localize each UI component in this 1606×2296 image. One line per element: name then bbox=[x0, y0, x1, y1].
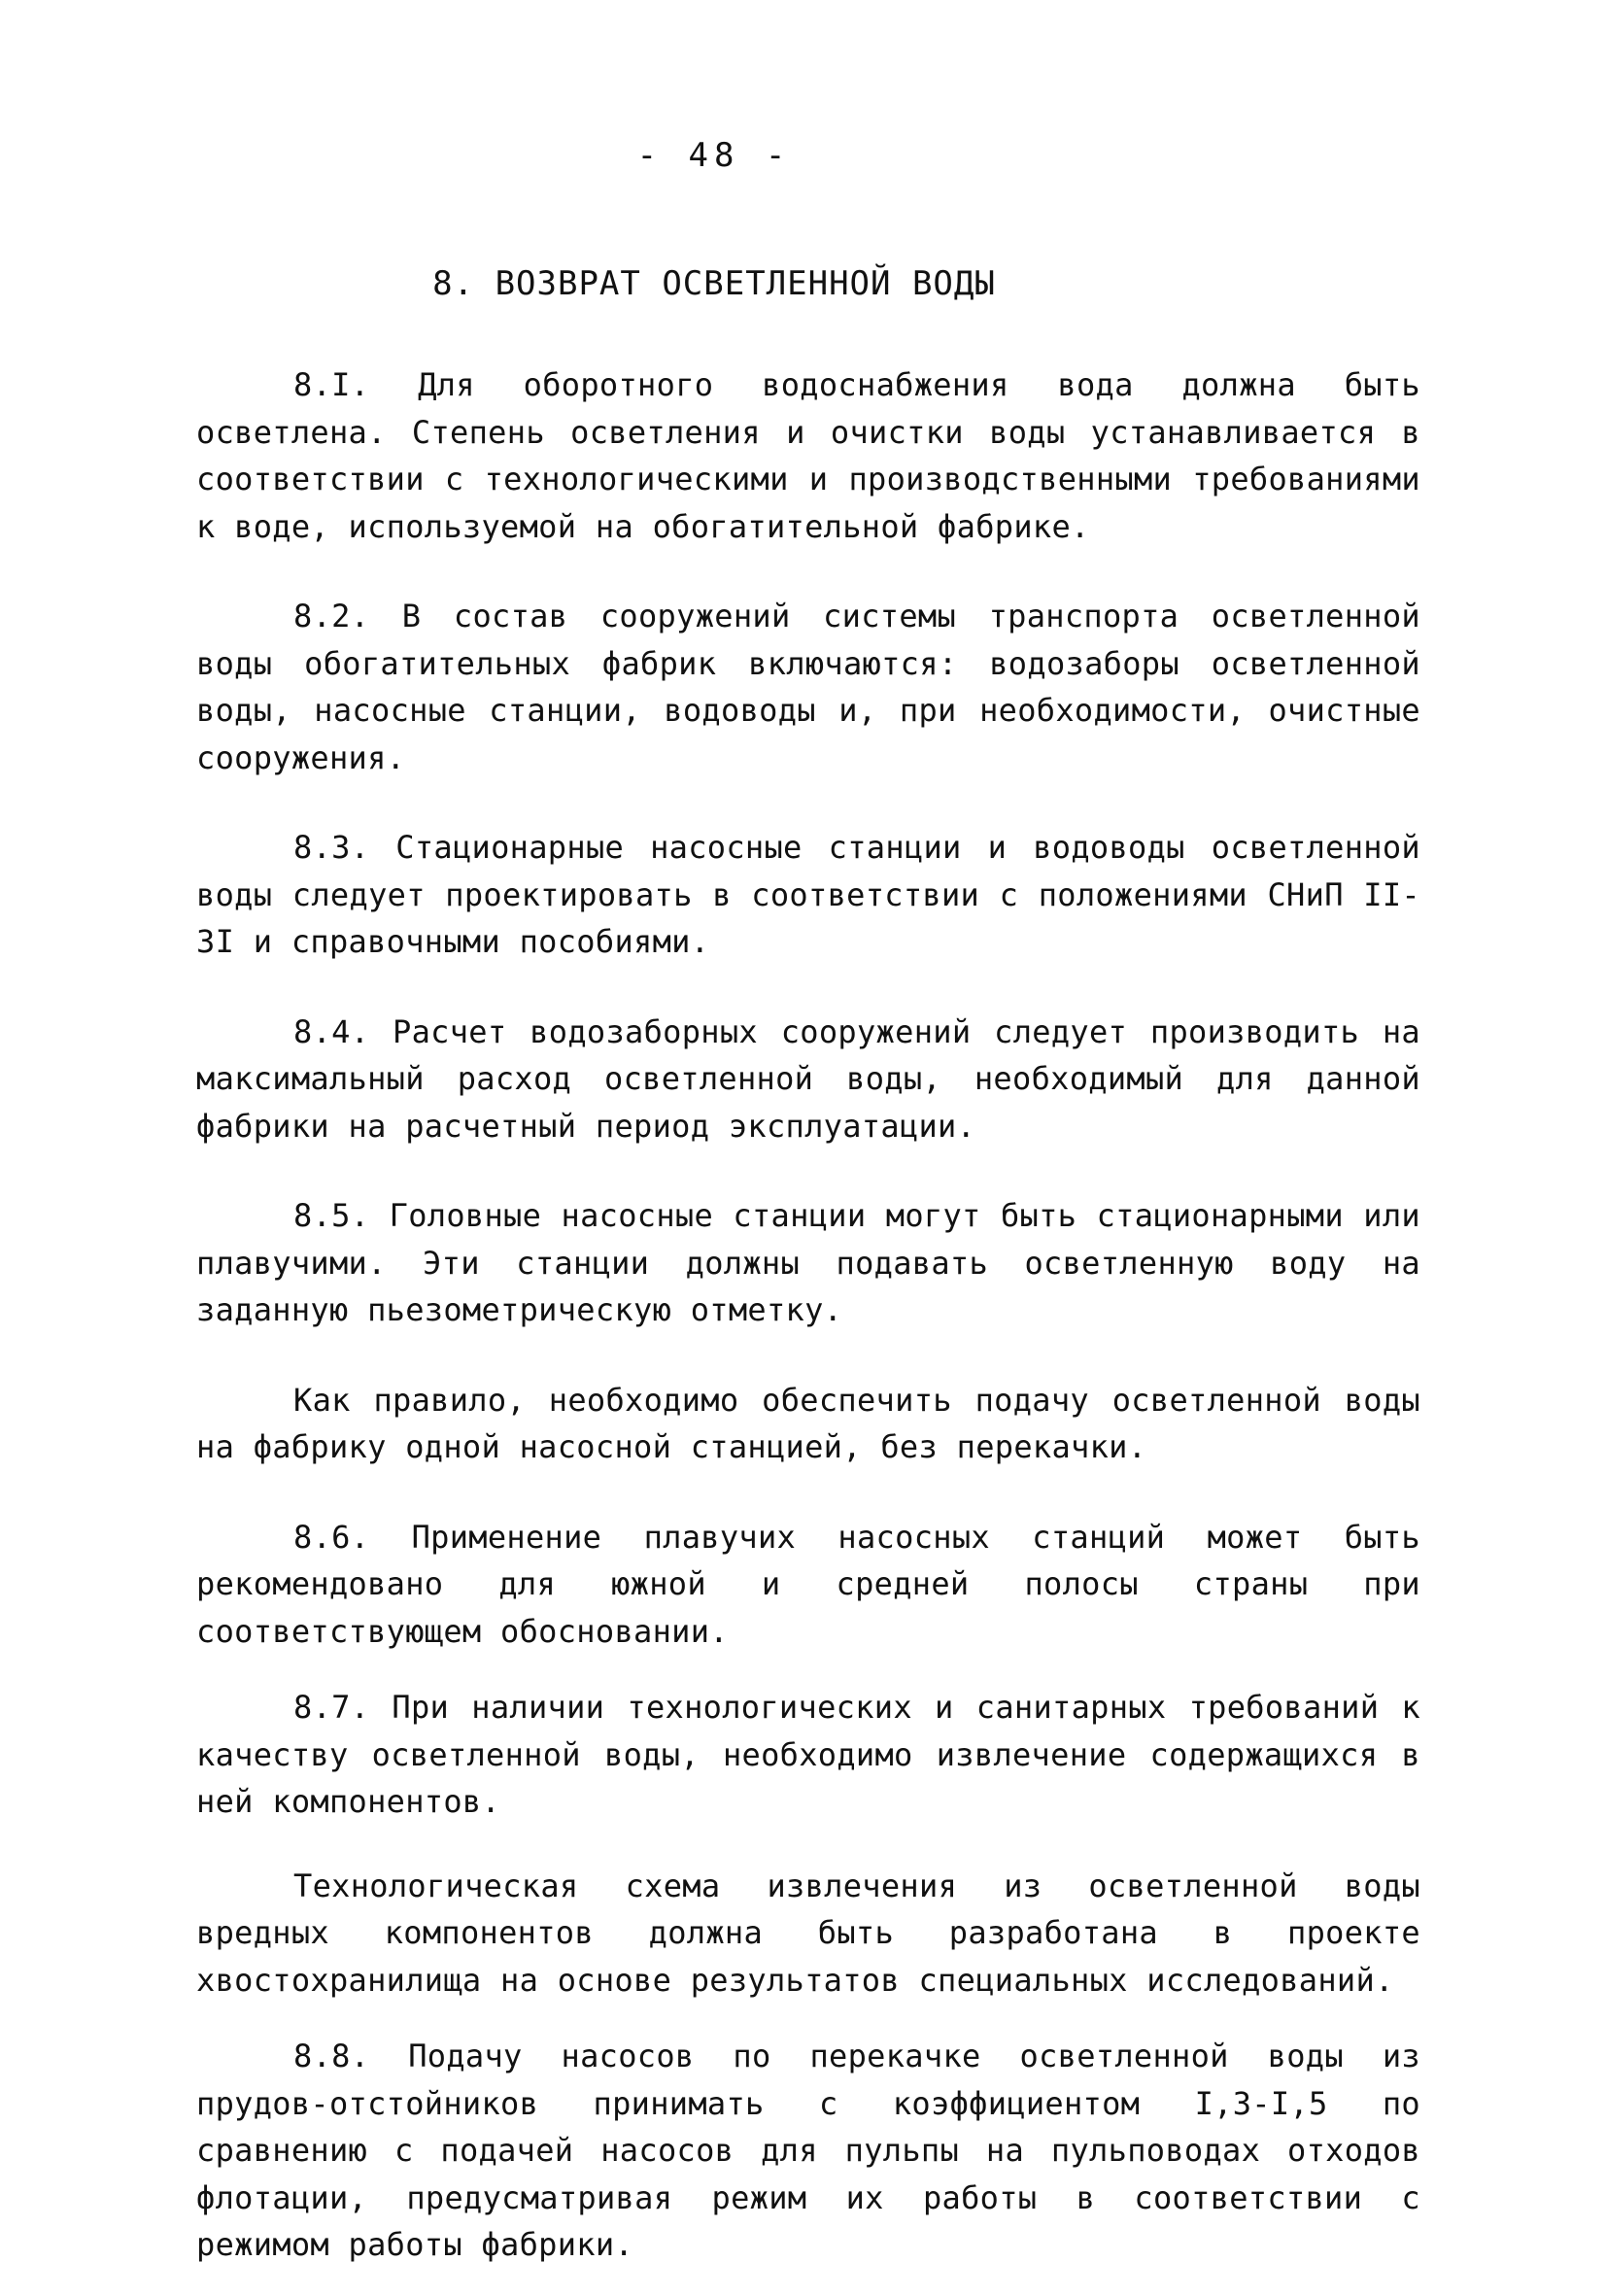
section-title: 8. ВОЗВРАТ ОСВЕТЛЕННОЙ ВОДЫ bbox=[432, 264, 996, 303]
paragraph-8-5: 8.5. Головные насосные станции могут быть стационарными или плавучими. Эти станции должны подавать осветленную воду на заданную пьезометрическую отметку. bbox=[196, 1197, 1420, 1328]
paragraph-8-3: 8.3. Стационарные насосные станции и водоводы осветленной воды следует проектировать в соответствии с положениями СНиП II-3I и справочными пособиями. bbox=[196, 829, 1420, 960]
paragraph-8-1: 8.I. Для оборотного водоснабжения вода должна быть осветлена. Степень осветления и очистки воды устанавливается в соответствии с технологическими и производственными требованиями к воде, используемой на обогатительной фабрике. bbox=[196, 366, 1420, 545]
paragraph-8-4: 8.4. Расчет водозаборных сооружений следует производить на максимальный расход осветленной воды, необходимый для данной фабрики на расчетный период эксплуатации. bbox=[196, 1012, 1420, 1145]
paragraph-8-2: 8.2. В состав сооружений системы транспорта осветленной воды обогатительных фабрик включаются: водозаборы осветленной воды, насосные станции, водоводы и, при необходимости, очистные сооружения. bbox=[196, 598, 1420, 776]
paragraph-8-7: 8.7. При наличии технологических и санитарных требований к качеству осветленной воды, необходимо извлечение содержащихся в ней компонентов. bbox=[196, 1689, 1420, 1820]
paragraph-8-6: 8.6. Применение плавучих насосных станций может быть рекомендовано для южной и средней полосы страны при соответствующем обосновании. bbox=[196, 1518, 1420, 1650]
paragraph-8-7-note: Технологическая схема извлечения из осветленной воды вредных компонентов должна быть разработана в проекте хвостохранилища на основе результатов специальных исследований. bbox=[196, 1867, 1420, 1999]
page-number: - 48 - bbox=[636, 136, 792, 175]
section-body bbox=[196, 361, 1420, 2269]
paragraph-8-5-note: Как правило, необходимо обеспечить подачу осветленной воды на фабрику одной насосной станцией, без перекачки. bbox=[196, 1381, 1420, 1465]
paragraph-8-8: 8.8. Подачу насосов по перекачке осветленной воды из прудов-отстойников принимать с коэффициентом I,3-I,5 по сравнению с подачей насосов для пульпы на пульповодах отходов флотации, предусматривая режим их работы в соответствии с режимом работы фабрики. bbox=[196, 2038, 1420, 2263]
